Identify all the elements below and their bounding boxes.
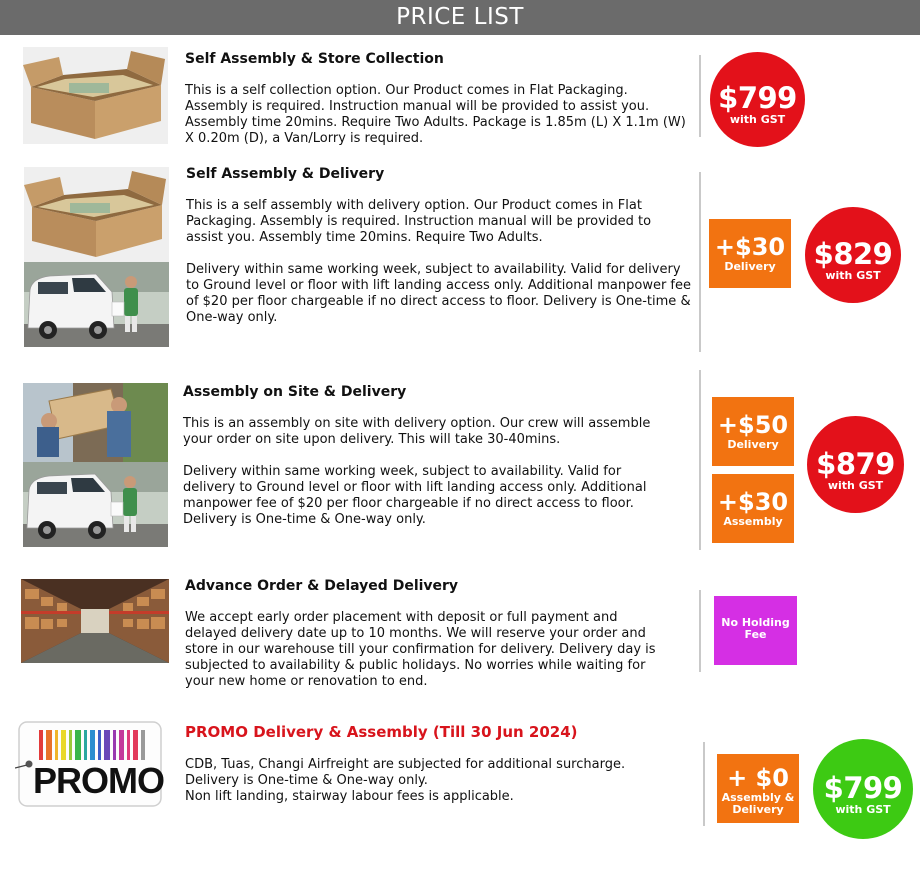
page-header [0,0,920,35]
addon-note: Delivery [724,260,776,273]
addon-amount: +$50 [717,411,789,439]
carton-box-image [24,167,169,262]
section-description: This is a self assembly with delivery option. Our Product comes in Flat Packaging. Assembly is required. Instruction manual will be provided to assist you. Assembly time 20mins. Require Two Adults. [186,198,652,245]
divider [699,370,701,550]
addon-promo-badge [717,754,799,823]
promo-delivery-note: Delivery is One-time & One-way only. [185,773,428,788]
price-note: with GST [729,113,786,126]
addon-note: Delivery [727,438,779,451]
price-badge [813,739,913,839]
addon-delivery-badge [712,397,794,466]
price-badge [710,52,805,147]
section-delivery-terms: Delivery within same working week, subject to availability. Valid for delivery to Ground level or floor with lift landing access only. Additional manpower fee of $20 per floor chargeable if no direct access to floor. Delivery is One-time & One-way only. [183,464,647,527]
section-title: Self Assembly & Store Collection [185,51,444,67]
divider [699,55,701,137]
movers-image [23,383,168,462]
section-title: PROMO Delivery & Assembly (Till 30 Jun 2024) [185,723,578,741]
price-note: with GST [825,269,881,282]
addon-amount: + $0 [727,764,789,792]
section-description: This is an assembly on site with delivery option. Our crew will assemble your order on site upon delivery. This will take 30-40mins. [183,416,651,447]
delivery-van-image [24,262,169,347]
section-title: Self Assembly & Delivery [186,166,385,182]
promo-surcharge-note: CDB, Tuas, Changi Airfreight are subjected for additional surcharge. [185,757,626,772]
divider [699,590,701,672]
promo-tag-image [15,718,165,810]
section-description: We accept early order placement with deposit or full payment and delayed delivery date up to 10 months. We will reserve your order and store in our warehouse till your confirmation for delivery. Delivery day is subjected to availability & public holidays. No worries while waiting for your new home or renovation to end. [185,610,656,689]
price-amount: $799 [823,771,903,805]
badge-line-1: No Holding [721,616,790,629]
carton-box-image [23,47,168,144]
addon-note-line-1: Assembly & [721,791,795,804]
page-title: PRICE LIST [396,4,524,30]
price-amount: $879 [816,447,895,481]
divider [703,742,705,826]
section-title: Assembly on Site & Delivery [183,384,407,400]
no-holding-fee-badge [714,596,797,665]
addon-amount: +$30 [717,488,789,516]
promo-logo-text: PROMO [33,760,165,801]
addon-note-line-2: Delivery [732,803,784,816]
price-amount: $799 [718,81,797,115]
addon-note: Assembly [723,515,783,528]
divider [699,172,701,352]
section-title: Advance Order & Delayed Delivery [185,578,459,594]
addon-amount: +$30 [714,233,786,261]
price-badge [805,207,901,303]
section-delivery-terms: Delivery within same working week, subject to availability. Valid for delivery to Ground level or floor with lift landing access only. Additional manpower fee of $20 per floor chargeable if no direct access to floor. Delivery is One-time & One-way only. [186,262,691,325]
price-amount: $829 [813,237,893,271]
section-description: This is a self collection option. Our Product comes in Flat Packaging. Assembly is required. Instruction manual will be provided to assist you. Assembly time 20mins. Require Two Adults. Package is 1.85m (L) X 1.1m (W) X 0.20m (D), a Van/Lorry is required. [185,83,686,146]
promo-labour-note: Non lift landing, stairway labour fees is applicable. [185,789,514,804]
price-note: with GST [835,803,891,816]
addon-assembly-badge [712,474,794,543]
price-note: with GST [827,479,884,492]
badge-line-2: Fee [744,628,767,641]
price-badge [807,416,904,513]
addon-delivery-badge [709,219,791,288]
delivery-van-image [23,462,168,547]
warehouse-image [21,579,169,663]
